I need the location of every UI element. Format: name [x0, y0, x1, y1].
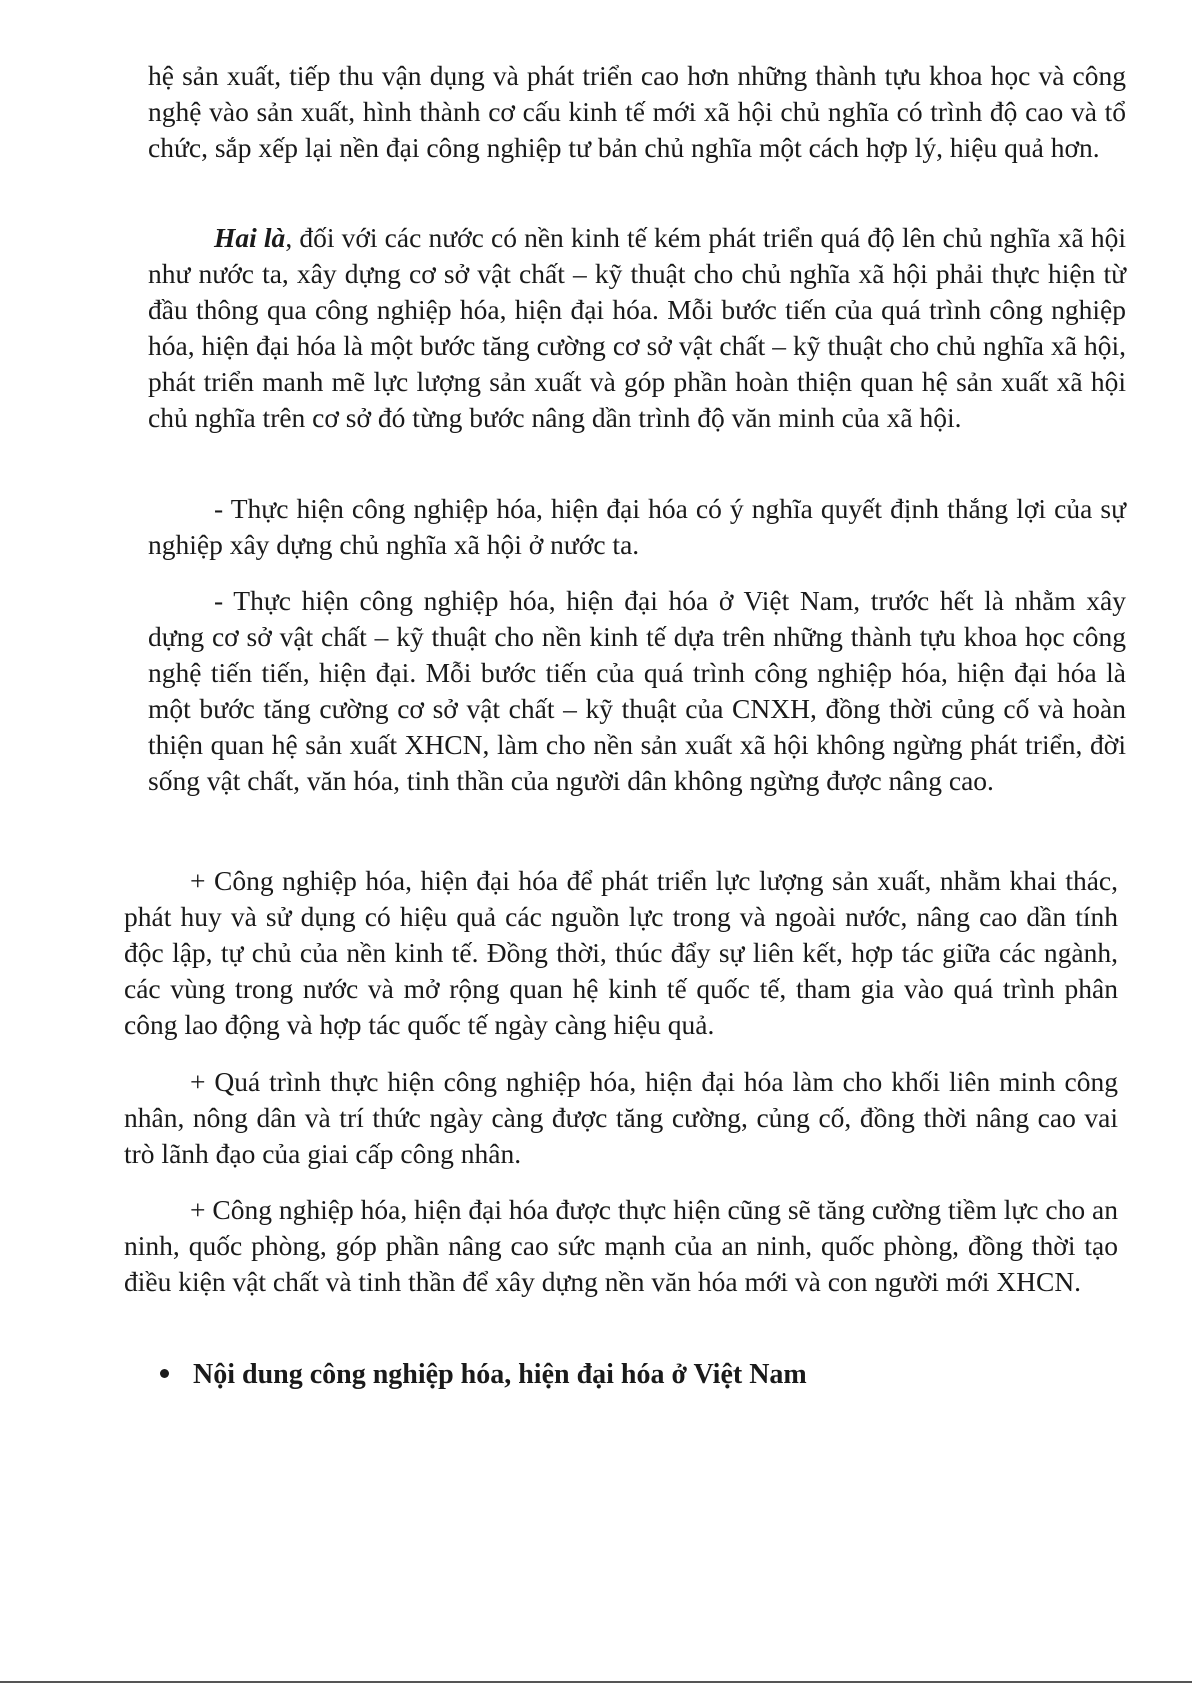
- paragraph-plus-2: + Quá trình thực hiện công nghiệp hóa, hiện đại hóa làm cho khối liên minh công nhân, nông dân và trí thức ngày càng được tăng cường, củng cố, đồng thời nâng cao vai trò lãnh đạo của giai cấp công nhân.: [124, 1066, 1118, 1169]
- paragraph-plus-3: + Công nghiệp hóa, hiện đại hóa được thực hiện cũng sẽ tăng cường tiềm lực cho an ninh, quốc phòng, góp phần nâng cao sức mạnh của an ninh, quốc phòng, đồng thời tạo điều kiện vật chất và tinh thần để xây dựng nền văn hóa mới và con người mới XHCN.: [124, 1194, 1118, 1297]
- paragraph-plus-1: + Công nghiệp hóa, hiện đại hóa để phát triển lực lượng sản xuất, nhằm khai thác, phát huy và sử dụng có hiệu quả các nguồn lực trong và ngoài nước, nâng cao dần tính độc lập, tự chủ của nền kinh tế. Đồng thời, thúc đẩy sự liên kết, hợp tác giữa các ngành, các vùng trong nước và mở rộng quan hệ kinh tế quốc tế, tham gia vào quá trình phân công lao động và hợp tác quốc tế ngày càng hiệu quả.: [124, 865, 1118, 1040]
- footer-divider: [0, 1681, 1192, 1683]
- paragraph-lead-term: Hai là: [214, 222, 286, 253]
- paragraph-continuation: hệ sản xuất, tiếp thu vận dụng và phát triển cao hơn những thành tựu khoa học và công nghệ vào sản xuất, hình thành cơ cấu kinh tế mới xã hội chủ nghĩa có trình độ cao và tổ chức, sắp xếp lại nền đại công nghiệp tư bản chủ nghĩa một cách hợp lý, hiệu quả hơn.: [148, 60, 1126, 163]
- section-heading-text: Nội dung công nghiệp hóa, hiện đại hóa ở Việt Nam: [193, 1359, 807, 1390]
- paragraph-hai-la: [148, 220, 1126, 436]
- paragraph-body: , đối với các nước có nền kinh tế kém phát triển quá độ lên chủ nghĩa xã hội như nước ta, xây dựng cơ sở vật chất – kỹ thuật cho chủ nghĩa xã hội phải thực hiện từ đầu thông qua công nghiệp hóa, hiện đại hóa. Mỗi bước tiến của quá trình công nghiệp hóa, hiện đại hóa là một bước tăng cường cơ sở vật chất – kỹ thuật cho chủ nghĩa xã hội, phát triển manh mẽ lực lượng sản xuất và góp phần hoàn thiện quan hệ sản xuất xã hội chủ nghĩa trên cơ sở đó từng bước nâng dần trình độ văn minh của xã hội.: [148, 222, 1126, 433]
- bullet-icon: [160, 1369, 169, 1378]
- section-heading: [160, 1357, 807, 1393]
- paragraph-dash-2: - Thực hiện công nghiệp hóa, hiện đại hóa ở Việt Nam, trước hết là nhằm xây dựng cơ sở vật chất – kỹ thuật cho nền kinh tế dựa trên những thành tựu khoa học công nghệ tiến tiến, hiện đại. Mỗi bước tiến của quá trình công nghiệp hóa, hiện đại hóa là một bước tăng cường cơ sở vật chất – kỹ thuật của CNXH, đồng thời củng cố và hoàn thiện quan hệ sản xuất XHCN, làm cho nền sản xuất xã hội không ngừng phát triển, đời sống vật chất, văn hóa, tinh thần của người dân không ngừng được nâng cao.: [148, 585, 1126, 796]
- paragraph-dash-1: - Thực hiện công nghiệp hóa, hiện đại hóa có ý nghĩa quyết định thắng lợi của sự nghiệp xây dựng chủ nghĩa xã hội ở nước ta.: [148, 493, 1126, 560]
